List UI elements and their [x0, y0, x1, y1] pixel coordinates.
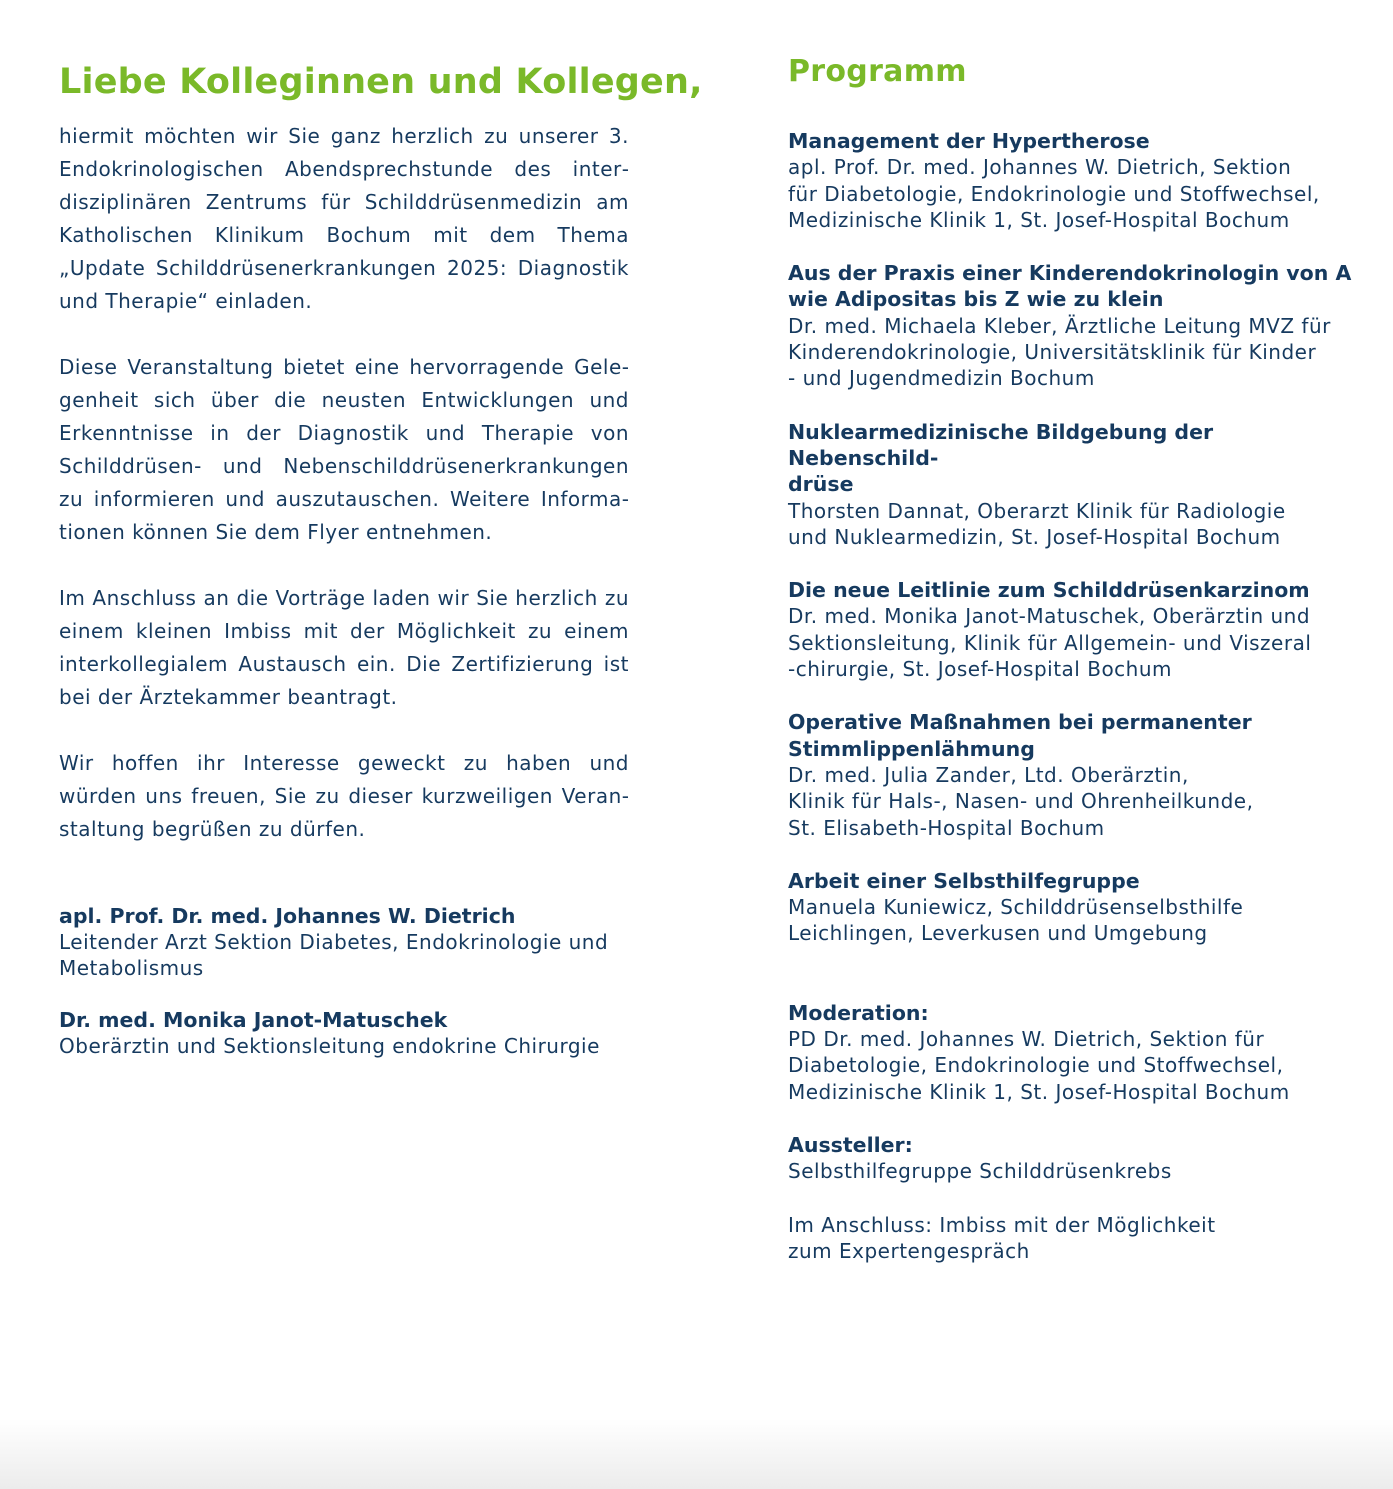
talk-speaker-line: apl. Prof. Dr. med. Johannes W. Dietrich, Sektion: [788, 155, 1292, 180]
talk-speaker-line: Leichlingen, Leverkusen und Umgebung: [788, 921, 1208, 946]
talk-speaker: [788, 894, 1368, 947]
talk-speaker-line: - und Jugendmedizin Bochum: [788, 366, 1095, 391]
talk-title: [788, 709, 1368, 762]
letter-paragraph-2: Diese Veranstaltung bietet eine hervorragende Gelegenheit sich über die neusten Entwicklungen und Erkenntnisse in der Diagnostik und Therapie von Schilddrüsen- und Nebenschilddrüsenerkrankungen zu informieren und auszutauschen. Weitere Informationen können Sie dem Flyer entnehmen.: [59, 355, 629, 544]
signer-2: [59, 1007, 629, 1059]
moderation-text: [788, 1026, 1368, 1105]
signer-1: [59, 903, 629, 981]
moderation-line: Medizinische Klinik 1, St. Josef-Hospital Bochum: [788, 1079, 1290, 1104]
closing-line: zum Expertengespräch: [788, 1238, 1030, 1263]
talk-speaker-line: Dr. med. Monika Janot-Matuschek, Oberärztin und: [788, 604, 1311, 629]
talk-speaker: [788, 603, 1368, 682]
talk-speaker: [788, 154, 1368, 233]
signer-role: Leitender Arzt Sektion Diabetes, Endokrinologie und Metabolismus: [59, 930, 609, 980]
talk-speaker-line: für Diabetologie, Endokrinologie und Stoffwechsel,: [788, 181, 1320, 206]
talk-speaker-line: St. Elisabeth-Hospital Bochum: [788, 815, 1105, 840]
letter-paragraph-1: hiermit möchten wir Sie ganz herzlich zu unserer 3. Endokrinologischen Abendsprechstunde des interdisziplinären Zentrums für Schilddrüsenmedizin am Katholischen Klinikum Bochum mit dem Thema „Update Schilddrüsenerkrankungen 2025: Diagnostik und Therapie“ einladen.: [59, 124, 629, 313]
program-heading: Programm: [788, 54, 967, 89]
letter-paragraph-4: Wir hoffen ihr Interesse geweckt zu haben und würden uns freuen, Sie zu dieser kurzweiligen Veranstaltung begrüßen zu dürfen.: [59, 751, 629, 841]
signer-name: Dr. med. Monika Janot-Matuschek: [59, 1008, 448, 1032]
talk-speaker: [788, 498, 1368, 551]
talk-speaker-line: Sektionsleitung, Klinik für Allgemein- und Viszeral: [788, 630, 1312, 655]
program-column: [788, 52, 1368, 1264]
talk-title-line: drüse: [788, 472, 854, 497]
talk-speaker: [788, 762, 1368, 841]
talk-title: Die neue Leitlinie zum Schilddrüsenkarzinom: [788, 578, 1310, 603]
talk-title: [788, 260, 1368, 313]
talk-item-1: [788, 128, 1368, 233]
talk-speaker-line: und Nuklearmedizin, St. Josef-Hospital Bochum: [788, 524, 1281, 549]
talk-speaker: [788, 313, 1368, 392]
talk-title-line: Stimmlippenlähmung: [788, 736, 1035, 761]
exhibitor-label: Aussteller:: [788, 1132, 913, 1157]
exhibitor-text: Selbsthilfegruppe Schilddrüsenkrebs: [788, 1159, 1172, 1184]
closing-line: Im Anschluss: Imbiss mit der Möglichkeit: [788, 1212, 1216, 1237]
talk-speaker-line: Kinderendokrinologie, Universitätsklinik für Kinder: [788, 340, 1317, 365]
moderation-block: [788, 1000, 1368, 1105]
talk-speaker-line: Dr. med. Julia Zander, Ltd. Oberärztin,: [788, 762, 1189, 787]
talk-item-6: [788, 868, 1368, 947]
talk-title-line: wie Adipositas bis Z wie zu klein: [788, 287, 1164, 312]
talk-speaker-line: Manuela Kuniewicz, Schilddrüsenselbsthilfe: [788, 895, 1244, 920]
exhibitor-block: [788, 1132, 1368, 1185]
page-bottom-shadow: [0, 1419, 1393, 1489]
talk-title-line: Operative Maßnahmen bei permanenter: [788, 710, 1252, 735]
talk-item-5: [788, 709, 1368, 840]
greeting-heading: Liebe Kolleginnen und Kollegen,: [59, 62, 703, 102]
closing-note: [788, 1212, 1368, 1265]
talk-title: [788, 419, 1368, 498]
talk-speaker-line: Dr. med. Michaela Kleber, Ärztliche Leitung MVZ für: [788, 313, 1331, 338]
talk-speaker-line: Thorsten Dannat, Oberarzt Klinik für Radiologie: [788, 498, 1286, 523]
talk-item-3: [788, 419, 1368, 550]
talk-item-4: [788, 577, 1368, 682]
talk-title-line: Nuklearmedizinische Bildgebung der Nebenschild-: [788, 419, 1214, 470]
talk-speaker-line: Medizinische Klinik 1, St. Josef-Hospital Bochum: [788, 207, 1290, 232]
moderation-line: Diabetologie, Endokrinologie und Stoffwechsel,: [788, 1053, 1284, 1078]
talk-title-line: Aus der Praxis einer Kinderendokrinologin von A: [788, 261, 1352, 286]
moderation-line: PD Dr. med. Johannes W. Dietrich, Sektion für: [788, 1027, 1265, 1052]
talk-title: Arbeit einer Selbsthilfegruppe: [788, 868, 1140, 893]
talk-speaker-line: Klinik für Hals-, Nasen- und Ohrenheilkunde,: [788, 789, 1254, 814]
signer-name: apl. Prof. Dr. med. Johannes W. Dietrich: [59, 904, 516, 928]
talk-title: Management der Hypertherose: [788, 129, 1150, 153]
letter-paragraph-3: Im Anschluss an die Vorträge laden wir Sie herzlich zu einem kleinen Imbiss mit der Möglichkeit zu einem interkollegialem Austausch ein. Die Zertifizierung ist bei der Ärztekammer beantragt.: [59, 586, 629, 709]
talk-speaker-line: -chirurgie, St. Josef-Hospital Bochum: [788, 657, 1173, 682]
letter-column: [59, 58, 703, 1085]
signer-role: Oberärztin und Sektionsleitung endokrine Chirurgie: [59, 1034, 600, 1058]
moderation-label: Moderation:: [788, 1000, 929, 1025]
talk-item-2: [788, 260, 1368, 391]
signers: [59, 903, 629, 1059]
